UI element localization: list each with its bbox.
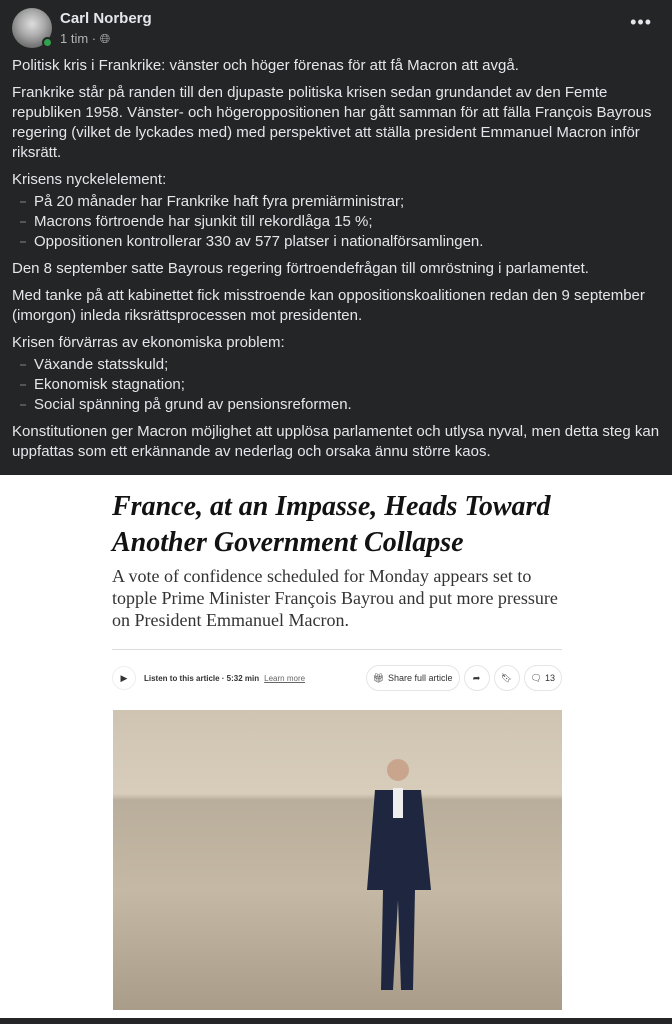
comment-count: 13 <box>544 673 555 683</box>
divider <box>112 649 562 650</box>
post-paragraph: Den 8 september satte Bayrous regering förtroendefrågan till omröstning i parlamentet. <box>12 260 589 277</box>
comments-button <box>524 665 562 691</box>
post-body <box>12 56 660 462</box>
post-header <box>12 8 660 56</box>
key-elements-list <box>12 192 660 252</box>
online-status-icon <box>42 37 53 48</box>
list-item: Växande statsskuld; <box>12 355 660 375</box>
post-meta: 1 tim · 🌐︎ <box>60 31 111 46</box>
share-label: Share full article <box>388 673 453 683</box>
avatar[interactable] <box>12 8 52 48</box>
comment-icon: 🗨︎ <box>530 672 542 683</box>
globe-icon: 🌐︎ <box>99 31 111 46</box>
article-headline: France, at an Impasse, Heads Toward Another Government Collapse <box>112 491 551 558</box>
post-paragraph: Politisk kris i Frankrike: vänster och höger förenas för att få Macron att avgå. <box>12 57 519 74</box>
list-item: Macrons förtroende har sjunkit till rekordlåga 15 %; <box>12 212 660 232</box>
facebook-post <box>0 0 672 475</box>
author-name[interactable]: Carl Norberg <box>60 10 152 27</box>
photo-person <box>353 750 443 1000</box>
share-full-article-button <box>366 665 460 691</box>
post-time[interactable]: 1 tim <box>60 31 89 46</box>
list-item: Social spänning på grund av pensionsreformen. <box>12 395 660 415</box>
list-item: Ekonomisk stagnation; <box>12 375 660 395</box>
listen-label: Listen to this article · 5:32 min <box>144 673 260 683</box>
bookmark-icon: 🔖︎ <box>494 665 520 691</box>
article-screenshot[interactable] <box>0 475 672 1018</box>
post-paragraph: Konstitutionen ger Macron möjlighet att upplösa parlamentet och utlysa nyval, men detta steg kan uppfattas som ett erkännande av nederlag och orsaka ännu större kaos. <box>12 423 660 460</box>
share-arrow-icon: ➦ <box>464 665 490 691</box>
learn-more-link: Learn more <box>264 673 306 683</box>
post-paragraph: Krisen förvärras av ekonomiska problem: <box>12 334 285 351</box>
post-paragraph: Med tanke på att kabinettet fick misstroende kan oppositionskoalitionen redan den 9 september (imorgon) inleda riksrättsprocessen mot presidenten. <box>12 287 645 324</box>
economic-problems-list <box>12 355 660 415</box>
play-icon: ▶ <box>112 666 136 690</box>
article-summary: A vote of confidence scheduled for Monday appears set to topple Prime Minister François Bayrou and put more pressure on President Emmanuel Macron. <box>112 566 558 630</box>
article-toolbar <box>112 664 562 692</box>
post-paragraph: Frankrike står på randen till den djupaste politiska krisen sedan grundandet av den Femte republiken 1958. Vänster- och högeroppositionen har gått samman för att fälla François Bayrous regering (vilket de lyckades med) med perspektivet att ställa president Emmanuel Macron inför riksrätt. <box>12 84 652 161</box>
gift-icon: 🎁︎ <box>372 672 385 683</box>
list-item: På 20 månader har Frankrike haft fyra premiärministrar; <box>12 192 660 212</box>
article-photo <box>113 710 562 1010</box>
list-item: Oppositionen kontrollerar 330 av 577 platser i nationalförsamlingen. <box>12 232 660 252</box>
post-paragraph: Krisens nyckelelement: <box>12 171 167 188</box>
more-options-icon[interactable]: ••• <box>630 12 652 32</box>
